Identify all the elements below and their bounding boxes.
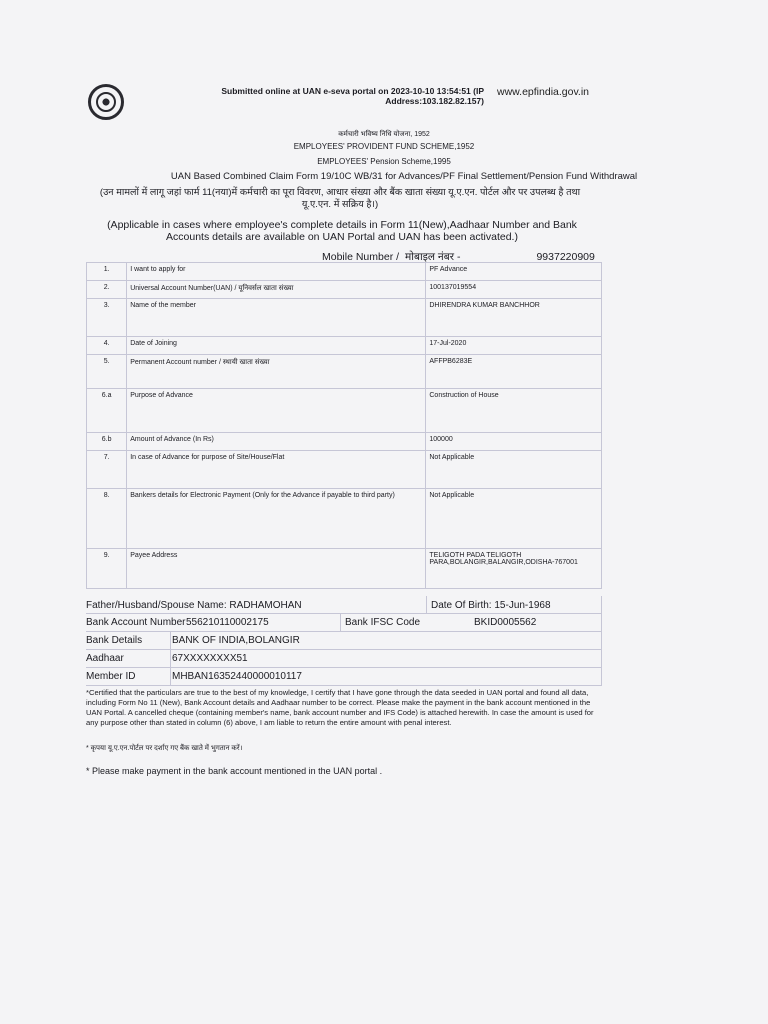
- row-number: 2.: [87, 281, 127, 299]
- father-label: Father/Husband/Spouse Name:: [86, 600, 227, 611]
- row-number: 5.: [87, 355, 127, 389]
- dob-label: Date Of Birth:: [431, 600, 492, 611]
- bank-account-value: 556210110002175: [186, 617, 269, 628]
- row-value: 100137019554: [426, 281, 602, 299]
- ifsc-value: BKID0005562: [474, 617, 537, 628]
- table-row: [87, 299, 602, 337]
- row-number: 9.: [87, 549, 127, 589]
- table-row: [87, 281, 602, 299]
- row-value: Not Applicable: [426, 489, 602, 549]
- claim-details-table: [86, 262, 602, 589]
- row-label: Date of Joining: [127, 337, 426, 355]
- row-value: PF Advance: [426, 263, 602, 281]
- row-label: Payee Address: [127, 549, 426, 589]
- applicability-note: (Applicable in cases where employee's complete details in Form 11(New),Aadhaar Number and Bank Accounts details are available on UAN Portal and UAN has been activated.): [107, 219, 577, 243]
- row-number: 6.b: [87, 433, 127, 451]
- bank-account-label: Bank Account Number: [86, 617, 186, 628]
- divider: [86, 631, 602, 632]
- table-row: [87, 355, 602, 389]
- row-label: Name of the member: [127, 299, 426, 337]
- divider: [601, 596, 602, 685]
- certification-hindi: * कृपया यू.ए.एन.पोर्टल पर दर्शाए गए बैंक खाते में भुगतान करें।: [86, 745, 243, 752]
- member-id-value: MHBAN16352440000010117: [172, 671, 302, 682]
- row-value: AFFPB6283E: [426, 355, 602, 389]
- dob-value: 15-Jun-1968: [494, 600, 551, 611]
- certification-text: *Certified that the particulars are true to the best of my knowledge, I certify that I have gone through the data seeded in UAN portal and found all data, including Form No 11 (New), Bank Account details and Aadhaar number to be correct. Please make the payment in the bank account mentioned in the UAN Portal. A cancelled cheque (containing member's name, bank account number and IFS Code) is attached herewith. In case the amount is used for any purpose other than stated in column (6) above, I am liable to return the entire amount with penal interest.: [86, 688, 594, 727]
- row-value: 100000: [426, 433, 602, 451]
- scheme-title-pf: EMPLOYEES' PROVIDENT FUND SCHEME,1952: [293, 142, 475, 151]
- row-number: 8.: [87, 489, 127, 549]
- table-row: [87, 337, 602, 355]
- table-row: [87, 549, 602, 589]
- divider: [86, 649, 602, 650]
- row-value: 17-Jul-2020: [426, 337, 602, 355]
- bank-details-label: Bank Details: [86, 635, 143, 646]
- hindi-applicability-note: (उन मामलों में लागू जहां फार्म 11(नया)में कर्मचारी का पूरा विवरण, आधार संख्या और बैंक खाता संख्या यू.ए.एन. पोर्टल और पर उपलब्ध है तथा यू.ए.एन. में सक्रिय है।): [99, 187, 581, 210]
- table-row: [87, 389, 602, 433]
- row-label: I want to apply for: [127, 263, 426, 281]
- mobile-label: Mobile Number /: [322, 251, 400, 263]
- divider: [426, 596, 427, 613]
- row-label: Bankers details for Electronic Payment (Only for the Advance if payable to third party): [127, 489, 426, 549]
- aadhaar-label: Aadhaar: [86, 653, 124, 664]
- divider: [86, 613, 602, 614]
- row-number: 6.a: [87, 389, 127, 433]
- divider: [86, 685, 602, 686]
- table-row: [87, 489, 602, 549]
- scheme-title-pension: EMPLOYEES' Pension Scheme,1995: [317, 157, 451, 166]
- row-value: DHIRENDRA KUMAR BANCHHOR: [426, 299, 602, 337]
- website-url: www.epfindia.gov.in: [497, 86, 590, 98]
- row-number: 4.: [87, 337, 127, 355]
- row-label: In case of Advance for purpose of Site/House/Flat: [127, 451, 426, 489]
- row-number: 7.: [87, 451, 127, 489]
- row-value: TELIGOTH PADA TELIGOTH PARA,BOLANGIR,BALANGIR,ODISHA-767001: [426, 549, 602, 589]
- row-value: Construction of House: [426, 389, 602, 433]
- table-row: [87, 451, 602, 489]
- submission-info: Submitted online at UAN e-seva portal on 2023-10-10 13:54:51 (IP Address:103.182.82.157): [221, 86, 484, 106]
- hindi-scheme-title: कर्मचारी भविष्य निधि योजना, 1952: [338, 131, 430, 138]
- mobile-value: 9937220909: [536, 251, 595, 263]
- divider: [340, 613, 341, 631]
- divider: [86, 667, 602, 668]
- aadhaar-value: 67XXXXXXXX51: [172, 653, 248, 664]
- member-id-label: Member ID: [86, 671, 136, 682]
- row-label: Amount of Advance (In Rs): [127, 433, 426, 451]
- row-label: Permanent Account number / स्थायी खाता संख्या: [127, 355, 426, 389]
- table-row: [87, 433, 602, 451]
- epfo-logo-icon: [88, 84, 124, 120]
- row-label: Universal Account Number(UAN) / यूनिवर्सल खाता संख्या: [127, 281, 426, 299]
- father-value: RADHAMOHAN: [229, 600, 302, 611]
- mobile-label-hindi: मोबाइल नंबर -: [405, 251, 461, 263]
- form-title: UAN Based Combined Claim Form 19/10C WB/31 for Advances/PF Final Settlement/Pension Fund Withdrawal: [170, 171, 638, 182]
- dob-line: [431, 600, 551, 611]
- divider: [170, 631, 171, 685]
- table-row: [87, 263, 602, 281]
- row-label: Purpose of Advance: [127, 389, 426, 433]
- ifsc-label: Bank IFSC Code: [345, 617, 421, 628]
- payment-note: * Please make payment in the bank account mentioned in the UAN portal .: [86, 766, 383, 776]
- row-number: 1.: [87, 263, 127, 281]
- father-name-line: [86, 600, 302, 611]
- bank-details-value: BANK OF INDIA,BOLANGIR: [172, 635, 300, 646]
- row-value: Not Applicable: [426, 451, 602, 489]
- row-number: 3.: [87, 299, 127, 337]
